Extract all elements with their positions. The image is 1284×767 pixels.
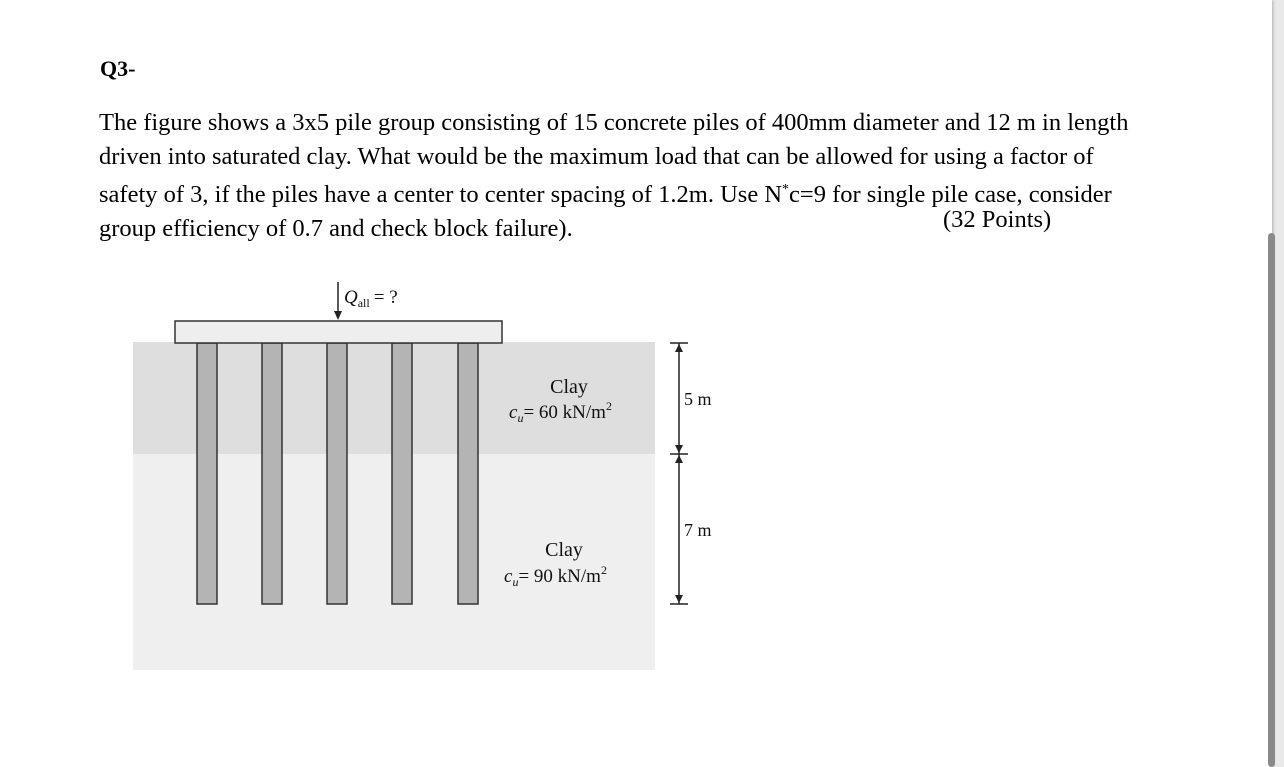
bottom-layer-name: Clay <box>545 539 583 561</box>
question-line-2: driven into saturated clay. What would be the maximum load that can be allowed for using a factor of <box>99 142 1094 170</box>
dim-arrow <box>675 595 683 603</box>
pile <box>327 343 347 604</box>
dim-arrow <box>675 344 683 352</box>
load-label: $Q_{all}$ = ? <box>344 287 398 310</box>
question-line-3a: safety of 3, if the piles have a center to center spacing of 1.2m. Use N <box>99 181 783 209</box>
question-line-4: group efficiency of 0.7 and check block failure). <box>99 214 573 242</box>
load-arrow <box>334 282 342 320</box>
pile-cap <box>175 321 502 343</box>
pile <box>458 343 478 604</box>
nc-superscript: * <box>782 182 790 197</box>
scrollbar[interactable] <box>1268 233 1275 767</box>
bottom-layer-cu: $c_u= 90$ $kN/m^2$ <box>504 563 607 589</box>
top-layer-name: Clay <box>550 376 588 398</box>
points-label: (32 Points) <box>943 206 1052 233</box>
top-layer-thickness: 5 m <box>684 389 712 409</box>
question-line-3b: c=9 for single pile case, consider <box>789 181 1112 209</box>
dim-arrow <box>675 445 683 453</box>
pile <box>392 343 412 604</box>
pile <box>262 343 282 604</box>
pile <box>197 343 217 604</box>
bottom-layer-thickness: 7 m <box>684 520 712 540</box>
question-number: Q3- <box>100 56 136 81</box>
question-line-1: The figure shows a 3x5 pile group consisting of 15 concrete piles of 400mm diameter and 12 m in length <box>99 109 1129 136</box>
dim-arrow <box>675 455 683 463</box>
top-layer-cu: $c_u= 60$ $kN/m^2$ <box>509 399 612 425</box>
